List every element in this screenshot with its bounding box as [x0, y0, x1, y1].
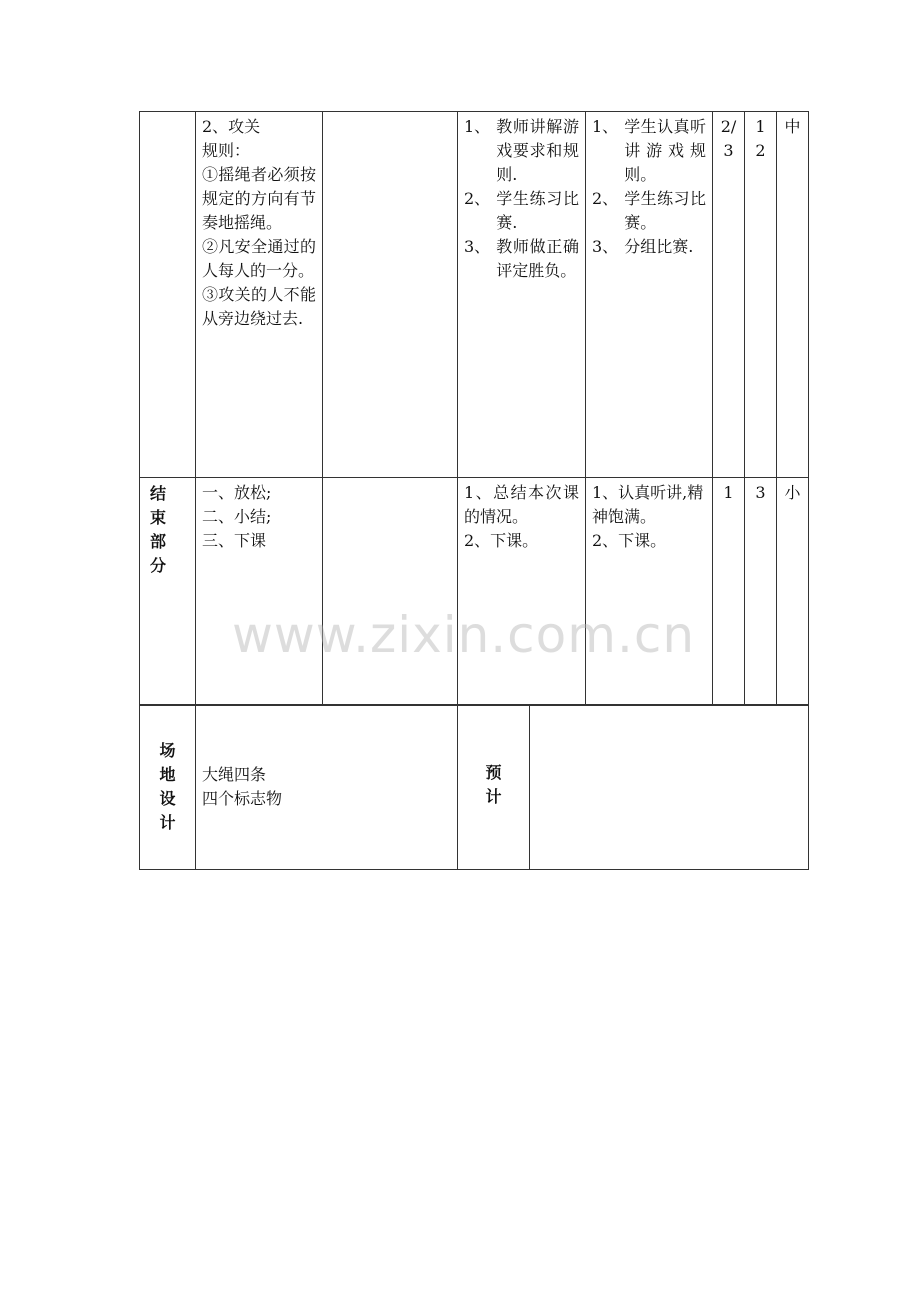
end-content-1: 一、放松; [202, 483, 272, 502]
end-teacher-cell [458, 478, 586, 706]
end-section-cell [140, 478, 196, 706]
game-times-cell [713, 112, 745, 478]
estimate-label-cell [458, 705, 530, 870]
estimate-value-cell [530, 705, 809, 870]
student-step-1: 1、 学生认真听讲游戏规则。 [592, 117, 706, 184]
game-rule-2: ②凡安全通过的人每人的一分。 [202, 237, 316, 280]
game-rule-3: ③攻关的人不能从旁边绕过去. [202, 285, 316, 328]
site-equipment-2: 四个标志物 [202, 789, 283, 808]
end-student-1: 1、认真听讲,精神饱满。 [592, 483, 704, 526]
site-design-table [139, 704, 809, 870]
end-teacher-1: 1、总结本次课的情况。 [464, 483, 579, 526]
teacher-step-3: 3、 教师做正确评定胜负。 [464, 237, 579, 280]
lesson-plan-table [139, 111, 809, 706]
estimate-value [530, 705, 808, 711]
student-step-3: 3、 分组比赛. [592, 237, 694, 256]
site-label: 场地设计 [159, 741, 176, 832]
end-teacher-2: 2、下课。 [464, 531, 539, 550]
site-equipment-1: 大绳四条 [202, 765, 267, 784]
end-content-3: 三、下课 [202, 531, 267, 550]
site-label-cell [140, 705, 196, 870]
game-intensity-cell [777, 112, 809, 478]
game-times: 2/3 [720, 117, 737, 160]
game-student-cell [586, 112, 713, 478]
organization-cell-empty [323, 112, 458, 478]
estimate-label: 预计 [485, 763, 502, 806]
game-minutes: 12 [755, 117, 766, 160]
game-rule-1: ①摇绳者必须按规定的方向有节奏地摇绳。 [202, 165, 316, 232]
teacher-step-1: 1、 教师讲解游戏要求和规则. [464, 117, 579, 184]
table-row-game [140, 112, 809, 478]
game-minutes-cell [745, 112, 777, 478]
end-student-2: 2、下课。 [592, 531, 667, 550]
end-organization-cell-empty [323, 478, 458, 706]
student-step-2: 2、 学生练习比赛。 [592, 189, 706, 232]
game-title: 2、攻关 [202, 117, 261, 136]
section-cell-empty [140, 112, 196, 478]
end-minutes-cell [745, 478, 777, 706]
table-row-site [140, 705, 809, 870]
end-times-cell [713, 478, 745, 706]
end-student-cell [586, 478, 713, 706]
watermark: www.zixin.com.cn [232, 606, 696, 664]
end-section-label: 结束部分 [150, 484, 167, 575]
end-times: 1 [723, 483, 734, 502]
game-rules-label: 规则： [202, 141, 251, 160]
game-teacher-cell [458, 112, 586, 478]
end-minutes: 3 [755, 483, 766, 502]
end-content-cell [196, 478, 323, 706]
end-intensity: 小 [784, 483, 801, 502]
game-content-cell [196, 112, 323, 478]
end-content-2: 二、小结; [202, 507, 272, 526]
game-intensity: 中 [784, 117, 801, 136]
end-intensity-cell [777, 478, 809, 706]
table-row-end [140, 478, 809, 706]
site-equipment-cell [196, 705, 458, 870]
teacher-step-2: 2、 学生练习比赛. [464, 189, 579, 232]
